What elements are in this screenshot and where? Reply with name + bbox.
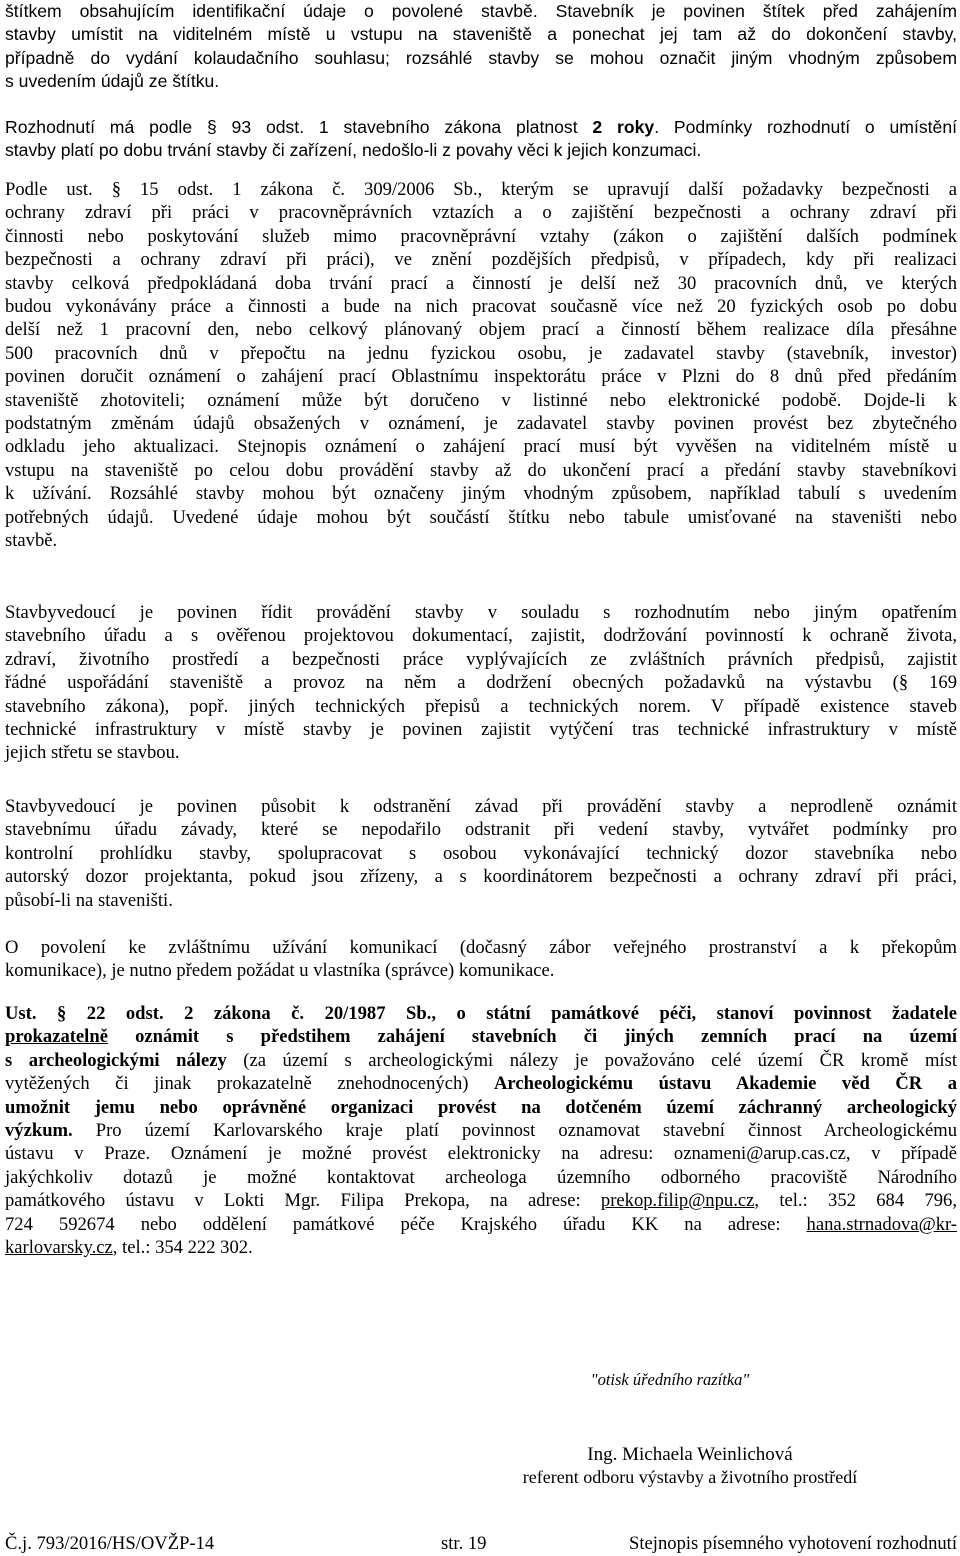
text-line: zdraví, životního prostředí a bezpečnosti práce vyplývajících ze zvláštních právních předpisů, zajistit	[5, 648, 957, 670]
paragraph-defects	[5, 795, 957, 912]
text-line: působí-li na staveništi.	[5, 889, 173, 911]
text-line: ochrany zdraví při práci v pracovněprávních vztazích a o zajištění bezpečnosti a ochrany zdraví při	[5, 202, 957, 224]
section-sign: §	[57, 1003, 67, 1024]
text-line: Rozhodnutí má podle § 93 odst. 1 stavebního zákona platnost 2 roky. Podmínky rozhodnutí o umístění	[5, 117, 957, 137]
text-line: umožnit jemu nebo oprávněné organizaci provést na dotčeném území záchranný archeologický	[5, 1096, 957, 1118]
text-line: vytěžených či jinak prokazatelně znehodnocených) Archeologickému ústavu Akademie věd ČR a	[5, 1073, 958, 1095]
paragraph-safety-notice	[5, 178, 957, 553]
reference-number: Č.j. 793/2016/HS/OVŽP-14	[5, 1533, 215, 1554]
text-line: stavby umístit na viditelném místě u vstupu na staveniště a ponechat jej tam až do dokončení stavby,	[5, 24, 957, 45]
text-line: autorský dozor projektanta, pokud jsou zřízeny, a s koordinátorem bezpečnosti a ochrany zdraví při práci,	[5, 866, 957, 888]
text-line: potřebných údajů. Uvedené údaje mohou být součástí štítku nebo tabule umisťované na staveništi nebo	[5, 506, 957, 528]
stamp-placeholder: "otisk úředního razítka"	[590, 1370, 750, 1389]
text-line: štítkem obsahujícím identifikační údaje o povolené stavbě. Stavebník je povinen štítek před zahájením	[5, 1, 957, 21]
text-line: staveniště zhotoviteli; oznámení může být doručeno v listinné nebo elektronické podobě. Dojde-li k	[5, 389, 957, 411]
text-line: stavbě.	[5, 530, 58, 552]
text-line: památkového ústavu v Lokti Mgr. Filipa Prekopa, na adrese: prekop.filip@npu.cz, tel.: 352 684 796,	[5, 1190, 957, 1212]
text-line: k užívání. Rozsáhlé stavby mohou být označeny jiným vhodným způsobem, například tabulí s uvedením	[5, 483, 957, 505]
text-line: Stavbyvedoucí je povinen působit k odstranění závad při provádění stavby a neprodleně oznámit	[5, 796, 957, 817]
page-footer	[5, 1532, 957, 1556]
text-line: ústavu v Praze. Oznámení je možné provést elektronicky na adresu: oznameni@arup.cas.cz, v případě	[5, 1143, 957, 1165]
text-line: 724 592674 nebo oddělení památkové péče Krajského úřadu KK na adrese: hana.strnadova@kr-	[5, 1213, 957, 1235]
text-line: řádné uspořádání staveniště a provoz na něm a dodržení obecných požadavků na výstavbu (§ 169	[5, 672, 957, 694]
email-link-kk[interactable]: hana.strnadova@kr-	[806, 1213, 957, 1235]
paragraph-archaeology	[5, 1002, 957, 1259]
text-line: činnosti nebo poskytování služeb mimo pracovněprávní vztahy (zákon o zajištění dalších podmínek	[5, 225, 957, 247]
text-line: stavby celková předpokládaná doba trvání prací a činností je delší než 30 pracovních dnů, ve kterých	[5, 272, 957, 294]
signatory-name: Ing. Michaela Weinlichová	[587, 1444, 793, 1465]
text-line: Podle ust. § 15 odst. 1 zákona č. 309/2006 Sb., kterým se upravují další požadavky bezpečnosti a	[5, 179, 958, 200]
page-number: str. 19	[441, 1533, 487, 1554]
text-line: stavebního úřadu a s ověřenou projektovou dokumentací, zajistit, dodržování povinností k ochraně života,	[5, 625, 957, 647]
text-line: vstupu na staveniště po celou dobu provádění stavby až do ukončení prací a předání stavby stavebníkovi	[5, 459, 957, 481]
paragraph-site-manager-duties	[5, 601, 957, 765]
text-line: podstatným změnám údajů obsažených v oznámení, je zadavatel stavby povinen provést bez zbytečného	[5, 413, 957, 435]
text-line: výzkum. Pro území Karlovarského kraje platí povinnost oznamovat stavební činnost Archeologickému	[5, 1120, 957, 1142]
text-line: O povolení ke zvláštnímu užívání komunikací (dočasný zábor veřejného prostranství a k překopům	[5, 937, 957, 958]
paragraph-validity	[5, 116, 957, 163]
text-line: komunikace), je nutno předem požádat u vlastníka (správce) komunikace.	[5, 960, 555, 982]
paragraph-site-label	[5, 0, 957, 94]
text-line: s archeologickými nálezy (za území s archeologickými nálezy je považováno celé území ČR kromě míst	[5, 1049, 957, 1071]
email-link-kk-continued[interactable]: karlovarsky.cz	[5, 1237, 113, 1259]
text-line: budou vykonávány práce a činnosti a bude na nich pracovat současně více než 20 fyzických osob po dobu	[5, 296, 957, 318]
text-line: Stavbyvedoucí je povinen řídit provádění stavby v souladu s rozhodnutím nebo jiným opatřením	[5, 602, 957, 623]
signatory-role: referent odboru výstavby a životního prostředí	[522, 1467, 858, 1487]
section-sign: §	[111, 179, 121, 200]
validity-period: 2 roky	[592, 117, 655, 137]
text-line: Ust. § 22 odst. 2 zákona č. 20/1987 Sb., o státní památkové péči, stanoví povinnost žadatele	[5, 1003, 957, 1024]
text-line: prokazatelně oznámit s předstihem zahájení stavebních či jiných zemních prací na území	[5, 1026, 957, 1048]
email-link-npu[interactable]: prekop.filip@npu.cz	[600, 1190, 755, 1212]
text-line: technické infrastruktury v místě stavby je povinen zajistit vytýčení tras technické infrastruktury v místě	[5, 719, 957, 741]
text-line: s uvedením údajů ze štítku.	[5, 71, 220, 92]
text-line: povinen doručit oznámení o zahájení prací Oblastnímu inspektorátu práce v Plzni do 8 dnů před předáním	[5, 366, 957, 388]
text-line: stavebnímu úřadu závady, které se nepodařilo odstranit při vedení stavby, vytvářet podmínky pro	[5, 819, 957, 841]
text-line: případně do vydání kolaudačního souhlasu; rozsáhlé stavby se mohou označit jiným vhodným způsobem	[5, 47, 957, 68]
text-line: stavebního zákona), popř. jiných technických přepisů a technických norem. V případě existence staveb	[5, 695, 957, 717]
text-line: odkladu jeho aktualizaci. Stejnopis oznámení o zahájení prací musí být vyvěšen na viditelném místě u	[5, 436, 957, 458]
footer-note: Stejnopis písemného vyhotovení rozhodnutí	[629, 1533, 957, 1554]
text-line: bezpečnosti a ochrany zdraví při práci), ve znění pozdějších předpisů, v případech, kdy při realizaci	[5, 249, 957, 271]
text-line: 500 pracovních dnů v přepočtu na jednu fyzickou osobu, je zadavatel stavby (stavebník, investor)	[5, 342, 957, 364]
text-line: stavby platí po dobu trvání stavby či zařízení, nedošlo-li z povahy věci k jejich konzumaci.	[5, 140, 702, 161]
section-sign: §	[206, 117, 217, 137]
text-line: delší než 1 pracovní den, nebo celkový plánovaný objem prací a činností během realizace díla přesáhne	[5, 319, 957, 341]
text-line: jejich střetu se stavbou.	[5, 742, 180, 764]
text-line: karlovarsky.cz, tel.: 354 222 302.	[5, 1237, 253, 1259]
text-line: jakýchkoliv dotazů je možné kontaktovat archeologa územního odborného pracoviště Národního	[5, 1166, 957, 1188]
text-line: kontrolní prohlídku stavby, spolupracovat s osobou vykonávající technický dozor stavebníka nebo	[5, 842, 957, 864]
paragraph-road-use	[5, 936, 957, 983]
